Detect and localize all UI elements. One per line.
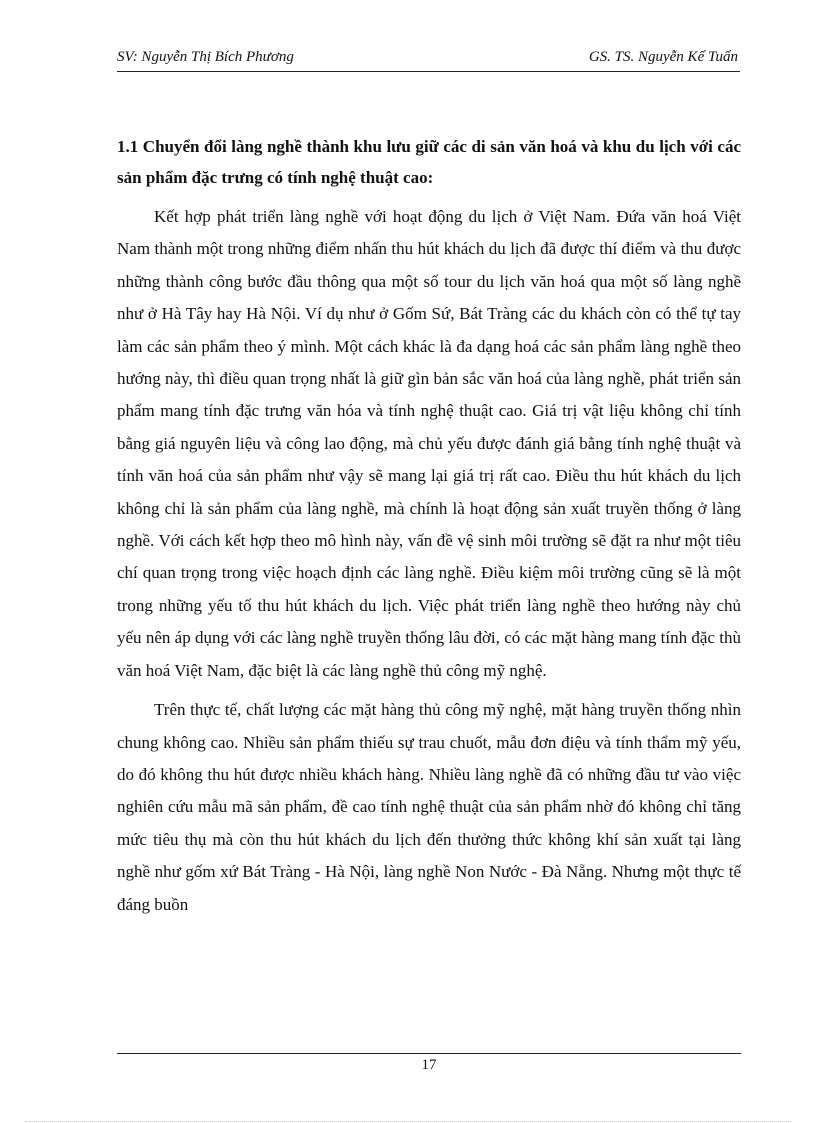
body-text [117, 201, 741, 928]
header-supervisor-name: GS. TS. Nguyễn Kế Tuấn [588, 49, 738, 65]
paragraph-2: Trên thực tế, chất lượng các mặt hàng thủ công mỹ nghệ, mặt hàng truyền thống nhìn chung không cao. Nhiều sản phẩm thiếu sự trau chuốt, mẫu đơn điệu và tính thẩm mỹ yếu, do đó không thu hút được nhiều khách hàng. Nhiều làng nghề đã có những đầu tư vào việc nghiên cứu mẫu mã sản phẩm, đề cao tính nghệ thuật của sản phẩm nhờ đó không chỉ tăng mức tiêu thụ mà còn thu hút khách du lịch đến thưởng thức không khí sản xuất tại làng nghề như gốm xứ Bát Tràng - Hà Nội, làng nghề Non Nước - Đà Nẵng. Nhưng một thực tế đáng buồn [117, 700, 741, 914]
page-bottom-dotted-border [25, 1121, 791, 1122]
page-header [117, 49, 740, 72]
section-heading: 1.1 Chuyển đổi làng nghề thành khu lưu giữ các di sản văn hoá và khu du lịch với các sản phẩm đặc trưng có tính nghệ thuật cao: [117, 137, 741, 187]
paragraph-1: Kết hợp phát triển làng nghề với hoạt động du lịch ở Việt Nam. Đứa văn hoá Việt Nam thành một trong những điểm nhấn thu hút khách du lịch đã được thí điểm và thu được những thành công bước đầu thông qua một số tour du lịch văn hoá qua một số làng nghề như ở Hà Tây hay Hà Nội. Ví dụ như ở Gốm Sứ, Bát Tràng các du khách còn có thể tự tay làm các sản phẩm theo ý mình. Một cách khác là đa dạng hoá các sản phẩm làng nghề theo hướng này, thì điều quan trọng nhất là giữ gìn bản sắc văn hoá của làng nghề, phát triển sản phẩm mang tính đặc trưng văn hóa và tính nghệ thuật cao. Giá trị vật liệu không chỉ tính bằng giá nguyên liệu và công lao động, mà chủ yếu được đánh giá bằng tính nghệ thuật và tính văn hoá của sản phẩm như vậy sẽ mang lại giá trị rất cao. Điều thu hút khách du lịch không chỉ là sản phẩm của làng nghề, mà chính là hoạt động sản xuất truyền thống ở làng nghề. Với cách kết hợp theo mô hình này, vấn đề vệ sinh môi trường sẽ đặt ra như một tiêu chí quan trọng trong việc hoạch định các làng nghề. Điều kiệm môi trường cũng sẽ là một trong những yếu tố thu hút khách du lịch. Việc phát triển làng nghề theo hướng này chủ yếu nên áp dụng với các làng nghề truyền thống lâu đời, có các mặt hàng mang tính đặc thù văn hoá Việt Nam, đặc biệt là các làng nghề thủ công mỹ nghệ. [117, 207, 741, 680]
footer-divider [117, 1053, 741, 1054]
page-number: 17 [421, 1057, 437, 1073]
header-student-name: SV: Nguyễn Thị Bích Phương [117, 49, 294, 65]
